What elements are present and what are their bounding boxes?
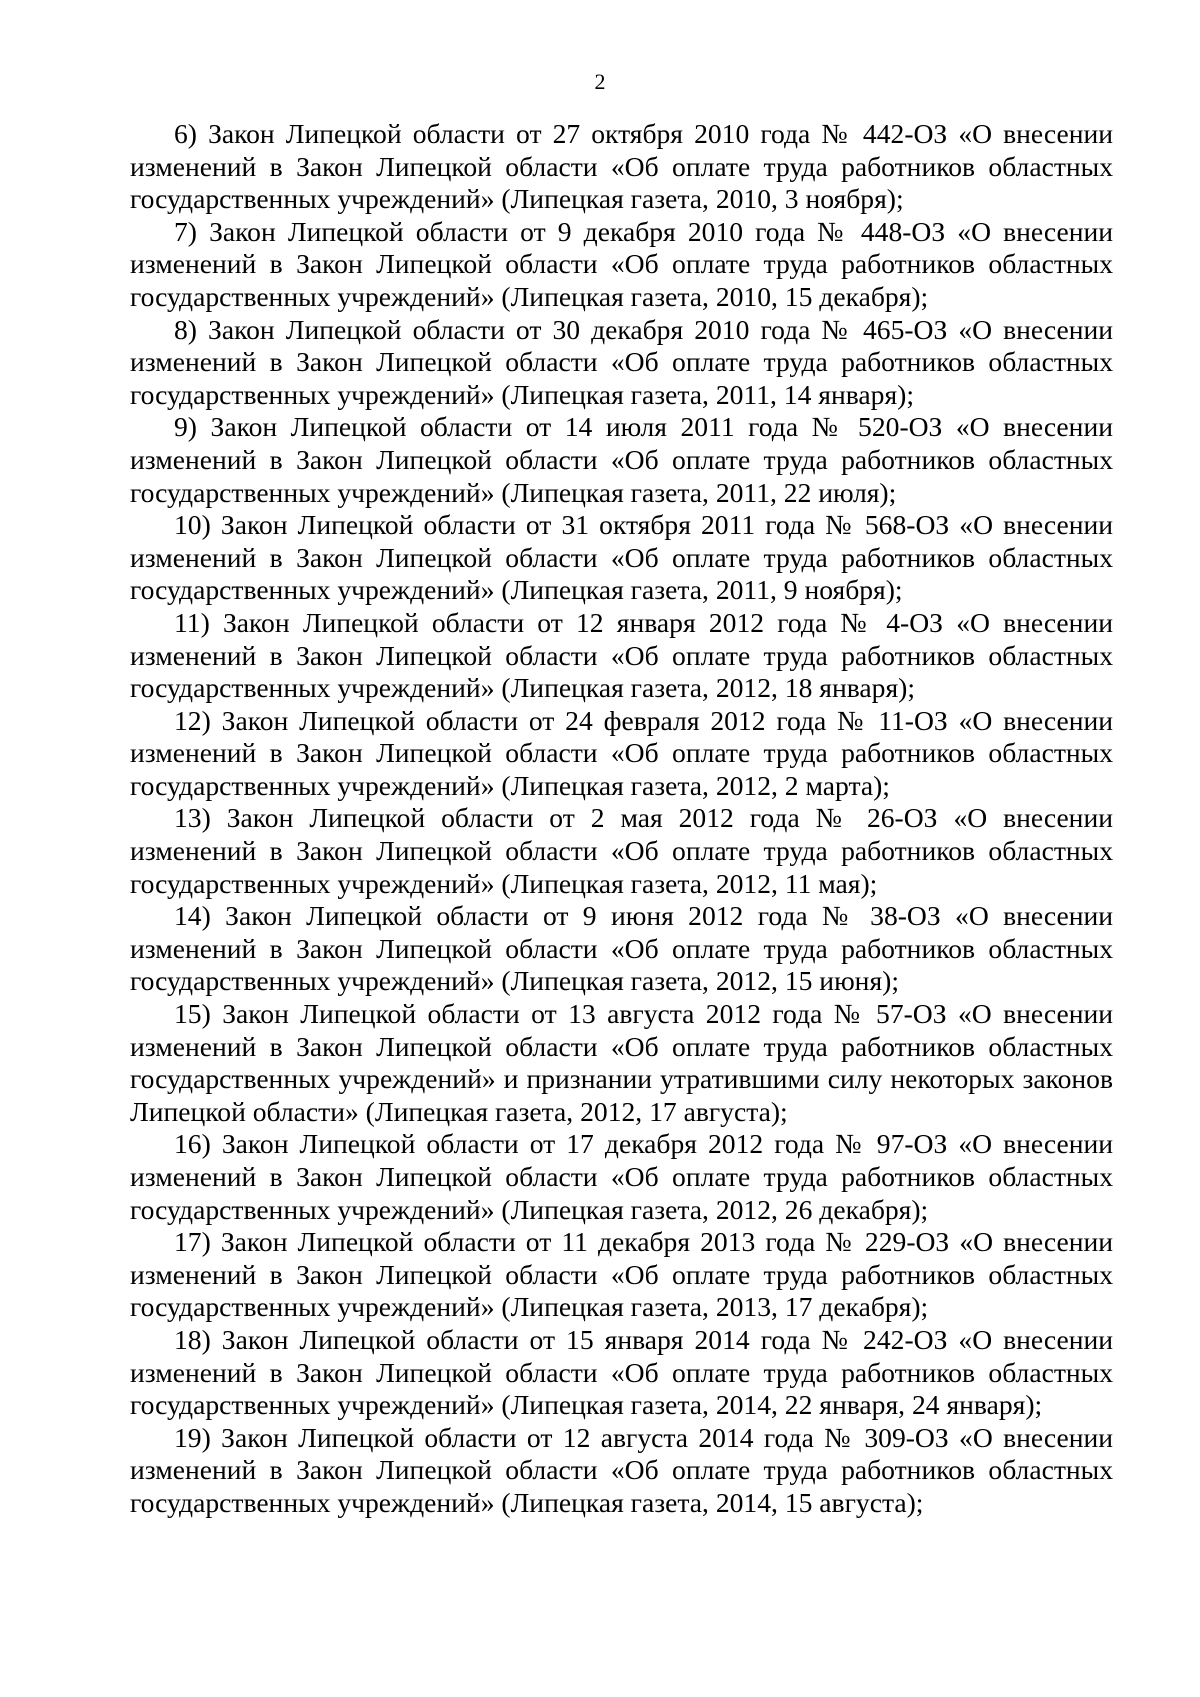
list-item: 9) Закон Липецкой области от 14 июля 2011 года № 520-ОЗ «О внесении изменений в Закон Липецкой области «Об оплате труда работников областных государственных учреждений» (Липецкая газета, 2011, 22 июля); (130, 411, 1113, 508)
list-item: 19) Закон Липецкой области от 12 августа 2014 года № 309-ОЗ «О внесении изменений в Закон Липецкой области «Об оплате труда работников областных государственных учреждений» (Липецкая газета, 2014, 15 августа); (130, 1421, 1113, 1518)
list-item: 12) Закон Липецкой области от 24 февраля 2012 года № 11-ОЗ «О внесении изменений в Закон Липецкой области «Об оплате труда работников областных государственных учреждений» (Липецкая газета, 2012, 2 марта); (130, 704, 1113, 801)
list-item: 6) Закон Липецкой области от 27 октября 2010 года № 442-ОЗ «О внесении изменений в Закон Липецкой области «Об оплате труда работников областных государственных учреждений» (Липецкая газета, 2010, 3 ноября); (130, 118, 1113, 215)
list-item: 7) Закон Липецкой области от 9 декабря 2010 года № 448-ОЗ «О внесении изменений в Закон Липецкой области «Об оплате труда работников областных государственных учреждений» (Липецкая газета, 2010, 15 декабря); (130, 215, 1113, 312)
list-item: 17) Закон Липецкой области от 11 декабря 2013 года № 229-ОЗ «О внесении изменений в Закон Липецкой области «Об оплате труда работников областных государственных учреждений» (Липецкая газета, 2013, 17 декабря); (130, 1226, 1113, 1323)
law-list (130, 118, 1113, 1520)
list-item: 14) Закон Липецкой области от 9 июня 2012 года № 38-ОЗ «О внесении изменений в Закон Липецкой области «Об оплате труда работников областных государственных учреждений» (Липецкая газета, 2012, 15 июня); (130, 900, 1113, 997)
page-number: 2 (594, 69, 606, 94)
list-item: 11) Закон Липецкой области от 12 января 2012 года № 4-ОЗ «О внесении изменений в Закон Липецкой области «Об оплате труда работников областных государственных учреждений» (Липецкая газета, 2012, 18 января); (130, 606, 1113, 704)
list-item: 18) Закон Липецкой области от 15 января 2014 года № 242-ОЗ «О внесении изменений в Закон Липецкой области «Об оплате труда работников областных государственных учреждений» (Липецкая газета, 2014, 22 января, 24 января); (130, 1323, 1113, 1421)
list-item: 8) Закон Липецкой области от 30 декабря 2010 года № 465-ОЗ «О внесении изменений в Закон Липецкой области «Об оплате труда работников областных государственных учреждений» (Липецкая газета, 2011, 14 января); (130, 313, 1113, 410)
list-item: 15) Закон Липецкой области от 13 августа 2012 года № 57-ОЗ «О внесении изменений в Закон Липецкой области «Об оплате труда работников областных государственных учреждений» и признании утратившими силу некоторых законов Липецкой области» (Липецкая газета, 2012, 17 августа); (130, 998, 1113, 1127)
list-item: 13) Закон Липецкой области от 2 мая 2012 года № 26-ОЗ «О внесении изменений в Закон Липецкой области «Об оплате труда работников областных государственных учреждений» (Липецкая газета, 2012, 11 мая); (130, 802, 1113, 899)
list-item: 16) Закон Липецкой области от 17 декабря 2012 года № 97-ОЗ «О внесении изменений в Закон Липецкой области «Об оплате труда работников областных государственных учреждений» (Липецкая газета, 2012, 26 декабря); (130, 1128, 1113, 1225)
list-item: 10) Закон Липецкой области от 31 октября 2011 года № 568-ОЗ «О внесении изменений в Закон Липецкой области «Об оплате труда работников областных государственных учреждений» (Липецкая газета, 2011, 9 ноября); (130, 509, 1113, 606)
